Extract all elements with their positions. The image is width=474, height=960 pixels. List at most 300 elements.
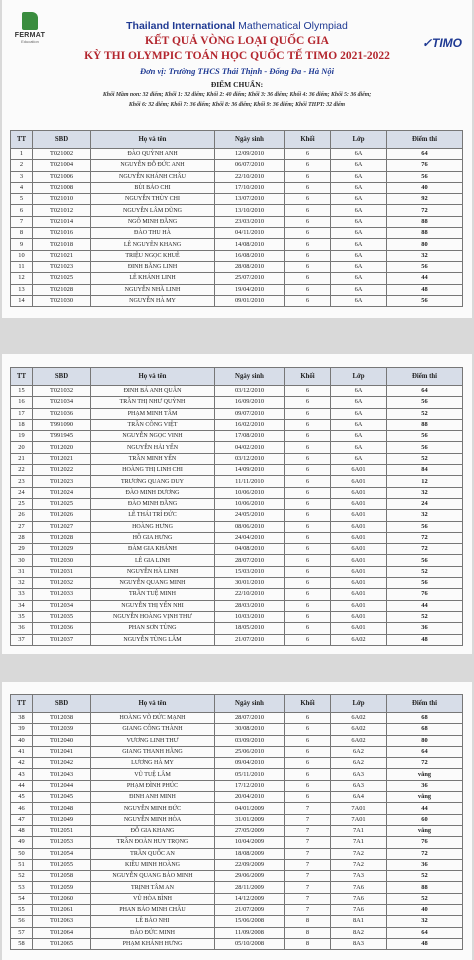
table-row <box>11 634 463 645</box>
table-cell: 56 <box>11 916 33 927</box>
table-cell: T012021 <box>33 453 91 464</box>
table-cell: 4 <box>11 182 33 193</box>
table-cell: 7A6 <box>331 893 387 904</box>
table-cell: 6A2 <box>331 758 387 769</box>
table-cell: 7 <box>285 814 331 825</box>
table-cell: NGUYỄN MINH HÒA <box>91 814 215 825</box>
table-cell: T021030 <box>33 295 91 306</box>
table-cell: NGUYỄN HOÀNG VỊNH THƯ <box>91 611 215 622</box>
table-cell: 19 <box>11 431 33 442</box>
table-cell: 12/09/2010 <box>215 149 285 160</box>
table-cell: T012036 <box>33 623 91 634</box>
table-cell: 17/10/2010 <box>215 182 285 193</box>
table-cell: 40 <box>387 182 463 193</box>
table-row <box>11 295 463 306</box>
table-cell: 18/08/2009 <box>215 848 285 859</box>
table-row <box>11 408 463 419</box>
table-cell: T012042 <box>33 758 91 769</box>
table-row <box>11 871 463 882</box>
table-cell: 56 <box>387 397 463 408</box>
table-cell: 68 <box>387 724 463 735</box>
table-cell: T012053 <box>33 837 91 848</box>
table-cell: 6 <box>285 532 331 543</box>
table-cell: 21/07/2010 <box>215 634 285 645</box>
table-cell: 7 <box>11 216 33 227</box>
column-header: SBD <box>33 131 91 149</box>
table-cell: 11/09/2008 <box>215 927 285 938</box>
table-cell: 04/11/2010 <box>215 228 285 239</box>
table-row <box>11 825 463 836</box>
table-cell: 13 <box>11 284 33 295</box>
table-cell: NGUYỄN HÀ MY <box>91 295 215 306</box>
table-cell: 6A <box>331 273 387 284</box>
table-cell: 6A <box>331 386 387 397</box>
table-cell: 15/03/2010 <box>215 566 285 577</box>
table-cell: 68 <box>387 713 463 724</box>
table-cell: ĐÀM GIA KHÁNH <box>91 544 215 555</box>
table-cell: 58 <box>11 938 33 949</box>
table-cell: 76 <box>387 837 463 848</box>
results-sheet-3 <box>2 682 472 960</box>
table-cell: T012059 <box>33 882 91 893</box>
table-cell: 49 <box>11 837 33 848</box>
table-cell: 6A02 <box>331 713 387 724</box>
table-cell: 16/08/2010 <box>215 250 285 261</box>
table-row <box>11 814 463 825</box>
table-cell: 20 <box>11 442 33 453</box>
table-row <box>11 431 463 442</box>
table-cell: 03/09/2010 <box>215 735 285 746</box>
table-cell: 6 <box>285 611 331 622</box>
table-cell: LÊ NGUYÊN KHANG <box>91 239 215 250</box>
table-cell: 8A3 <box>331 938 387 949</box>
organizer-line <box>2 20 472 32</box>
table-cell: 6A01 <box>331 498 387 509</box>
table-cell: T012026 <box>33 510 91 521</box>
table-cell: 6A2 <box>331 746 387 757</box>
table-cell: 6 <box>285 578 331 589</box>
table-cell: 7 <box>285 905 331 916</box>
table-cell: 32 <box>387 916 463 927</box>
table-cell: T012051 <box>33 825 91 836</box>
table-cell: T991945 <box>33 431 91 442</box>
table-cell: 7 <box>285 893 331 904</box>
table-cell: 56 <box>387 295 463 306</box>
table-cell: 54 <box>11 893 33 904</box>
table-row <box>11 498 463 509</box>
table-cell: 72 <box>387 758 463 769</box>
table-row <box>11 521 463 532</box>
table-cell: 10/04/2009 <box>215 837 285 848</box>
table-cell: 04/01/2009 <box>215 803 285 814</box>
table-cell: 6A <box>331 194 387 205</box>
table-cell: 22 <box>11 465 33 476</box>
document-subtitle: KỲ THI OLYMPIC TOÁN HỌC QUỐC TẾ TIMO 2021-2022 <box>84 50 390 62</box>
table-cell: GIANG CÔNG THÀNH <box>91 724 215 735</box>
table-cell: 09/04/2010 <box>215 758 285 769</box>
table-cell: TRẦN TUỆ MINH <box>91 589 215 600</box>
table-cell: 28/07/2010 <box>215 555 285 566</box>
table-cell: HOÀNG THỊ LINH CHI <box>91 465 215 476</box>
table-cell: T021006 <box>33 171 91 182</box>
table-cell: 13/10/2010 <box>215 205 285 216</box>
table-cell: 6 <box>285 149 331 160</box>
table-cell: 6 <box>285 160 331 171</box>
table-cell: T991090 <box>33 419 91 430</box>
table-cell: 52 <box>387 566 463 577</box>
table-cell: 10 <box>11 250 33 261</box>
table-cell: TRẦN QUỐC AN <box>91 848 215 859</box>
table-cell: 56 <box>387 431 463 442</box>
timo-logo: ✓TIMO <box>421 36 462 50</box>
table-cell: 6 <box>285 589 331 600</box>
table-row <box>11 566 463 577</box>
table-cell: 35 <box>11 611 33 622</box>
table-cell: 6A3 <box>331 769 387 780</box>
table-cell: 6A4 <box>331 792 387 803</box>
table-cell: 25 <box>11 498 33 509</box>
results-table-2 <box>10 367 463 646</box>
column-header: Ngày sinh <box>215 695 285 713</box>
table-cell: vắng <box>387 769 463 780</box>
table-cell: T021018 <box>33 239 91 250</box>
table-cell: 8 <box>285 938 331 949</box>
table-cell: 33 <box>11 589 33 600</box>
table-cell: 16/09/2010 <box>215 397 285 408</box>
table-cell: 36 <box>11 623 33 634</box>
table-row <box>11 171 463 182</box>
table-cell: 6A01 <box>331 544 387 555</box>
table-cell: 48 <box>387 634 463 645</box>
table-cell: 9 <box>11 239 33 250</box>
table-cell: 6A01 <box>331 476 387 487</box>
table-cell: 6 <box>285 239 331 250</box>
table-cell: NGUYỄN KHÁNH CHÂU <box>91 171 215 182</box>
table-cell: HOÀNG VÕ ĐỨC MẠNH <box>91 713 215 724</box>
table-cell: 51 <box>11 859 33 870</box>
table-cell: 24/05/2010 <box>215 510 285 521</box>
table-cell: 6 <box>285 419 331 430</box>
table-cell: T012025 <box>33 498 91 509</box>
table-cell: NGUYỄN QUANG MINH <box>91 578 215 589</box>
table-cell: 45 <box>11 792 33 803</box>
table-cell: 6 <box>285 273 331 284</box>
table-cell: 6A <box>331 442 387 453</box>
table-cell: 6A <box>331 171 387 182</box>
table-row <box>11 228 463 239</box>
table-cell: 6A <box>331 453 387 464</box>
table-cell: 6A <box>331 149 387 160</box>
table-cell: 6A01 <box>331 623 387 634</box>
table-cell: 25/06/2010 <box>215 746 285 757</box>
table-row <box>11 182 463 193</box>
table-cell: 30/08/2010 <box>215 724 285 735</box>
table-cell: T012027 <box>33 521 91 532</box>
table-cell: T021032 <box>33 386 91 397</box>
table-cell: 64 <box>387 746 463 757</box>
table-row <box>11 780 463 791</box>
table-cell: NGUYỄN THÙY CHI <box>91 194 215 205</box>
table-cell: NGÔ MINH ĐĂNG <box>91 216 215 227</box>
table-cell: 40 <box>387 905 463 916</box>
table-cell: 6 <box>285 465 331 476</box>
table-cell: 15/06/2008 <box>215 916 285 927</box>
table-cell: 3 <box>11 171 33 182</box>
results-table-3 <box>10 694 463 950</box>
table-cell: 6 <box>285 453 331 464</box>
column-header: Điểm thi <box>387 695 463 713</box>
table-row <box>11 916 463 927</box>
table-cell: T012031 <box>33 566 91 577</box>
table-cell: T012022 <box>33 465 91 476</box>
table-cell: 64 <box>387 386 463 397</box>
table-cell: 6A <box>331 284 387 295</box>
column-header: Lớp <box>331 368 387 386</box>
table-cell: T021034 <box>33 397 91 408</box>
table-cell: T012060 <box>33 893 91 904</box>
table-cell: 6A <box>331 250 387 261</box>
table-cell: 6A02 <box>331 724 387 735</box>
table-cell: NGUYỄN HÀ LINH <box>91 566 215 577</box>
benchmark-line-1: Khối Mầm non: 32 điểm; Khối 1: 32 điểm; Khối 2: 40 điểm; Khối 3: 36 điểm; Khối 4: 36 điểm; Khối 5: 36 điểm; <box>102 92 372 98</box>
table-cell: 6 <box>285 600 331 611</box>
table-cell: 10/06/2010 <box>215 498 285 509</box>
table-cell: 6 <box>285 228 331 239</box>
table-cell: VŨ HÒA BÌNH <box>91 893 215 904</box>
table-cell: 8 <box>11 228 33 239</box>
table-cell: T021021 <box>33 250 91 261</box>
table-cell: ĐÀO ĐỨC MINH <box>91 927 215 938</box>
table-cell: 7 <box>285 859 331 870</box>
column-header: Họ và tên <box>91 131 215 149</box>
table-cell: 6 <box>285 386 331 397</box>
table-cell: 6A <box>331 239 387 250</box>
table-cell: 28/03/2010 <box>215 600 285 611</box>
table-cell: PHẠM MINH TÂM <box>91 408 215 419</box>
table-cell: KIỀU MINH HOÀNG <box>91 859 215 870</box>
table-cell: 40 <box>11 735 33 746</box>
table-cell: 6 <box>285 205 331 216</box>
table-cell: 6A <box>331 261 387 272</box>
table-cell: VƯƠNG LINH THƯ <box>91 735 215 746</box>
table-cell: 12 <box>387 476 463 487</box>
table-cell: 6 <box>285 544 331 555</box>
table-cell: 1 <box>11 149 33 160</box>
column-header: Họ và tên <box>91 368 215 386</box>
table-cell: 7 <box>285 803 331 814</box>
table-cell: 23/03/2010 <box>215 216 285 227</box>
table-cell: 7A1 <box>331 825 387 836</box>
table-cell: T021008 <box>33 182 91 193</box>
table-row <box>11 397 463 408</box>
table-cell: 30/01/2010 <box>215 578 285 589</box>
table-cell: 06/07/2010 <box>215 160 285 171</box>
table-cell: 04/08/2010 <box>215 544 285 555</box>
results-table-1 <box>10 130 463 307</box>
table-cell: 6A01 <box>331 521 387 532</box>
benchmark-line-2: Khối 6: 32 điểm; Khối 7: 36 điểm; Khối 8: 36 điểm; Khối 9: 36 điểm; Khối THPT: 32 điểm <box>128 102 346 108</box>
table-cell: T012058 <box>33 871 91 882</box>
table-row <box>11 882 463 893</box>
table-cell: 52 <box>387 611 463 622</box>
table-cell: T021002 <box>33 149 91 160</box>
table-cell: 44 <box>387 803 463 814</box>
table-cell: 28/11/2009 <box>215 882 285 893</box>
table-header-row <box>11 368 463 386</box>
table-cell: 7 <box>285 848 331 859</box>
table-cell: ĐINH BẰNG LINH <box>91 261 215 272</box>
table-cell: LƯƠNG HÀ MY <box>91 758 215 769</box>
table-row <box>11 837 463 848</box>
table-cell: T012055 <box>33 859 91 870</box>
table-cell: 12 <box>11 273 33 284</box>
table-cell: 8 <box>285 927 331 938</box>
table-row <box>11 386 463 397</box>
column-header: Họ và tên <box>91 695 215 713</box>
table-cell: GIANG THANH HẰNG <box>91 746 215 757</box>
table-cell: ĐÀO QUỲNH ANH <box>91 149 215 160</box>
table-cell: T021004 <box>33 160 91 171</box>
table-cell: 6 <box>285 284 331 295</box>
table-cell: 48 <box>387 938 463 949</box>
table-cell: 56 <box>387 261 463 272</box>
table-cell: 6A02 <box>331 735 387 746</box>
table-cell: 8A1 <box>331 916 387 927</box>
table-row <box>11 769 463 780</box>
table-cell: 7A1 <box>331 837 387 848</box>
table-cell: 7 <box>285 871 331 882</box>
table-cell: T021014 <box>33 216 91 227</box>
table-cell: 08/06/2010 <box>215 521 285 532</box>
table-cell: 03/12/2010 <box>215 386 285 397</box>
table-cell: 14 <box>11 295 33 306</box>
table-cell: 6A <box>331 408 387 419</box>
table-cell: 8 <box>285 916 331 927</box>
table-cell: 6A <box>331 419 387 430</box>
table-cell: ĐÀO MINH ĐĂNG <box>91 498 215 509</box>
organizer-prefix: Thailand International <box>126 20 236 32</box>
table-cell: PHAN SƠN TÙNG <box>91 623 215 634</box>
table-row <box>11 261 463 272</box>
table-cell: ĐÀO MINH DƯƠNG <box>91 487 215 498</box>
table-cell: 56 <box>387 171 463 182</box>
table-cell: TRẦN THỊ NHƯ QUỲNH <box>91 397 215 408</box>
table-cell: T012065 <box>33 938 91 949</box>
table-cell: 57 <box>11 927 33 938</box>
school-unit: Đơn vị: Trường THCS Thái Thịnh - Đống Đa - Hà Nội <box>139 66 335 76</box>
table-cell: T012061 <box>33 905 91 916</box>
table-cell: 6A01 <box>331 555 387 566</box>
table-cell: 6A <box>331 431 387 442</box>
table-cell: 6 <box>285 735 331 746</box>
table-cell: 56 <box>387 442 463 453</box>
table-cell: 17 <box>11 408 33 419</box>
table-cell: NGUYỄN THỊ YẾN NHI <box>91 600 215 611</box>
table-cell: 6A <box>331 160 387 171</box>
table-cell: 6 <box>285 555 331 566</box>
table-cell: 17/12/2010 <box>215 780 285 791</box>
table-cell: 47 <box>11 814 33 825</box>
fermat-logo-subtext: Education <box>21 39 39 44</box>
table-cell: NGUYỄN LÂM DŨNG <box>91 205 215 216</box>
table-cell: 22/09/2009 <box>215 859 285 870</box>
table-row <box>11 792 463 803</box>
table-cell: 80 <box>387 239 463 250</box>
table-row <box>11 442 463 453</box>
table-cell: 21/07/2009 <box>215 905 285 916</box>
table-cell: 6 <box>11 205 33 216</box>
table-row <box>11 465 463 476</box>
table-cell: 6 <box>285 780 331 791</box>
table-cell: 28/07/2010 <box>215 713 285 724</box>
table-cell: 16 <box>11 397 33 408</box>
table-cell: TRỊNH TÂM AN <box>91 882 215 893</box>
table-header-row <box>11 131 463 149</box>
table-cell: T012054 <box>33 848 91 859</box>
table-cell: 72 <box>387 205 463 216</box>
table-cell: T012038 <box>33 713 91 724</box>
table-cell: NGUYỄN NGỌC VINH <box>91 431 215 442</box>
table-cell: 36 <box>387 780 463 791</box>
table-row <box>11 758 463 769</box>
document-title: KẾT QUẢ VÒNG LOẠI QUỐC GIA <box>145 35 329 47</box>
table-cell: 53 <box>11 882 33 893</box>
table-cell: 52 <box>387 893 463 904</box>
table-cell: TRẦN ĐOÀN HUY TRỌNG <box>91 837 215 848</box>
table-cell: 7A01 <box>331 803 387 814</box>
table-cell: 88 <box>387 216 463 227</box>
table-cell: 43 <box>11 769 33 780</box>
table-row <box>11 273 463 284</box>
table-cell: PHẠM KHÁNH HƯNG <box>91 938 215 949</box>
table-cell: 14/09/2010 <box>215 465 285 476</box>
table-cell: 09/07/2010 <box>215 408 285 419</box>
table-row <box>11 216 463 227</box>
table-cell: 05/10/2008 <box>215 938 285 949</box>
table-row <box>11 600 463 611</box>
table-cell: 6A02 <box>331 634 387 645</box>
table-cell: 76 <box>387 160 463 171</box>
table-cell: 7 <box>285 825 331 836</box>
fermat-logo-text: FERMAT <box>14 32 46 39</box>
table-cell: ĐÀO THU HÀ <box>91 228 215 239</box>
table-cell: T012023 <box>33 476 91 487</box>
table-cell: T012024 <box>33 487 91 498</box>
table-cell: 6 <box>285 510 331 521</box>
table-cell: HỒ GIA HƯNG <box>91 532 215 543</box>
table-cell: 25/07/2010 <box>215 273 285 284</box>
table-cell: 6 <box>285 261 331 272</box>
table-cell: 92 <box>387 194 463 205</box>
table-cell: 72 <box>387 544 463 555</box>
table-cell: 6 <box>285 487 331 498</box>
column-header: Khối <box>285 695 331 713</box>
table-cell: 34 <box>11 600 33 611</box>
table-cell: 14/12/2009 <box>215 893 285 904</box>
table-cell: 88 <box>387 419 463 430</box>
table-row <box>11 419 463 430</box>
table-cell: 48 <box>11 825 33 836</box>
table-cell: 64 <box>387 149 463 160</box>
table-cell: LÊ BẢO NHI <box>91 916 215 927</box>
table-cell: 09/01/2010 <box>215 295 285 306</box>
table-cell: 6A <box>331 295 387 306</box>
table-cell: 6 <box>285 171 331 182</box>
table-cell: LÊ THÁI TRÍ ĐỨC <box>91 510 215 521</box>
table-cell: 18 <box>11 419 33 430</box>
table-cell: 48 <box>387 284 463 295</box>
table-cell: T012039 <box>33 724 91 735</box>
